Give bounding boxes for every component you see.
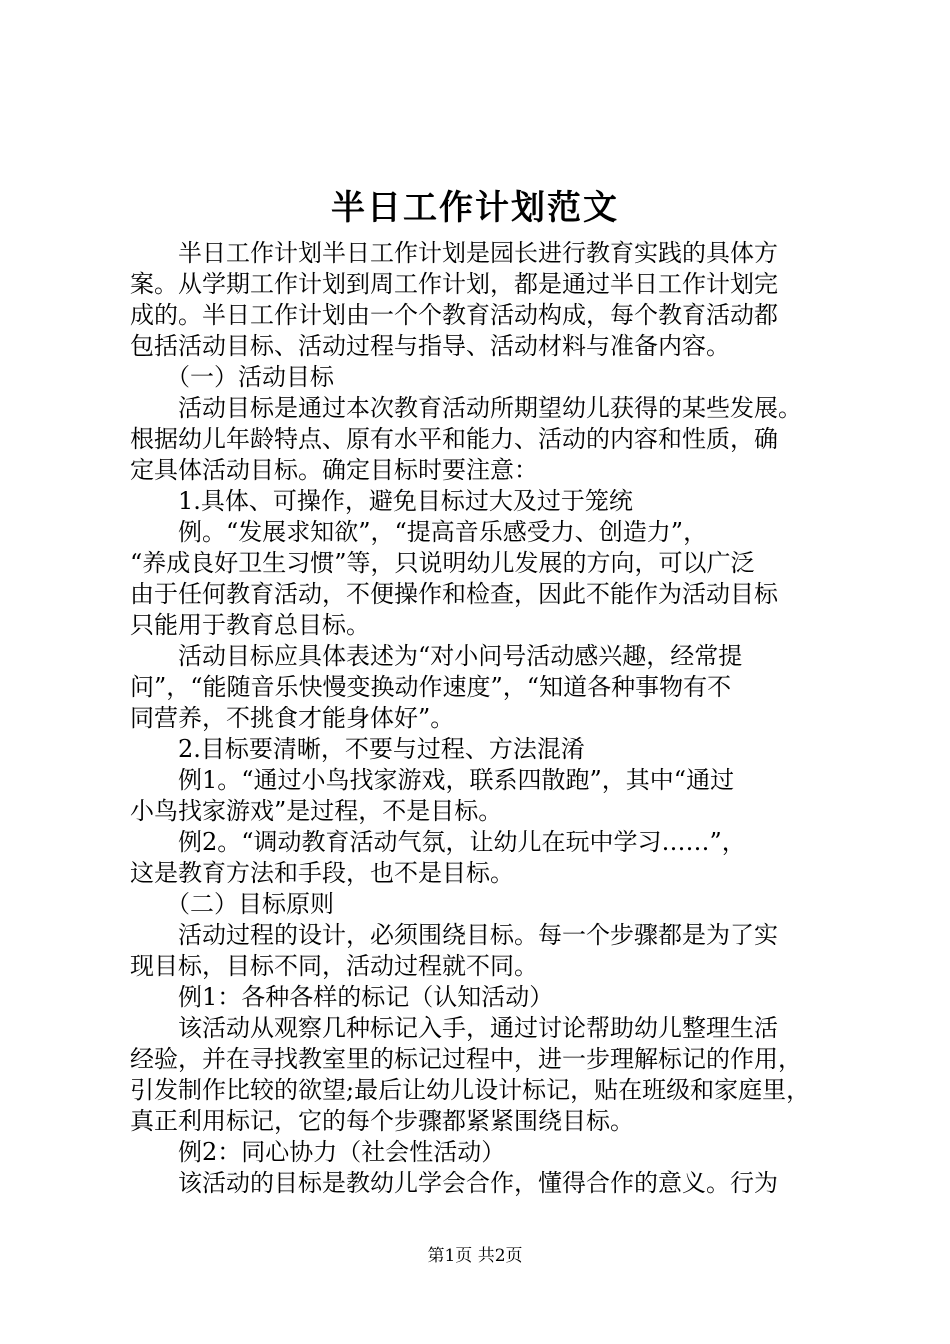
body-line: 成的。半日工作计划由一个个教育活动构成，每个教育活动都: [130, 301, 778, 329]
body-line: 定具体活动目标。确定目标时要注意：: [130, 456, 538, 484]
body-line: 该活动的目标是教幼儿学会合作，懂得合作的意义。行为: [130, 1169, 778, 1197]
body-line: 只能用于教育总目标。: [130, 611, 370, 639]
body-line: 问”，“能随音乐快慢变换动作速度”，“知道各种事物有不: [130, 673, 732, 701]
body-line: 例1：各种各样的标记（认知活动）: [130, 983, 554, 1011]
body-line: 2.目标要清晰，不要与过程、方法混淆: [130, 735, 585, 763]
body-line: 这是教育方法和手段，也不是目标。: [130, 859, 514, 887]
body-line: 案。从学期工作计划到周工作计划，都是通过半日工作计划完: [130, 270, 778, 298]
body-line: 例2。“调动教育活动气氛，让幼儿在玩中学习……”，: [130, 828, 746, 856]
body-line: 现目标，目标不同，活动过程就不同。: [130, 952, 538, 980]
body-line: （二）目标原则: [130, 890, 334, 918]
body-line: （一）活动目标: [130, 363, 334, 391]
body-line: 例。“发展求知欲”，“提高音乐感受力、创造力”，: [130, 518, 708, 546]
body-line: 活动目标应具体表述为“对小问号活动感兴趣，经常提: [130, 642, 743, 670]
body-line: 根据幼儿年龄特点、原有水平和能力、活动的内容和性质，确: [130, 425, 778, 453]
body-line: 小鸟找家游戏”是过程，不是目标。: [130, 797, 503, 825]
body-line: 例2：同心协力（社会性活动）: [130, 1138, 506, 1166]
body-line: 半日工作计划半日工作计划是园长进行教育实践的具体方: [130, 239, 778, 267]
body-line: 1.具体、可操作，避免目标过大及过于笼统: [130, 487, 633, 515]
document-body: [130, 238, 830, 1199]
body-line: 由于任何教育活动，不便操作和检查，因此不能作为活动目标: [130, 580, 778, 608]
page-footer: 第1页 共2页: [427, 1246, 523, 1266]
body-line: “养成良好卫生习惯”等，只说明幼儿发展的方向，可以广泛: [130, 549, 755, 577]
body-line: 同营养，不挑食才能身体好”。: [130, 704, 455, 732]
document-title: 半日工作计划范文: [331, 188, 619, 228]
body-line: 该活动从观察几种标记入手，通过讨论帮助幼儿整理生活: [130, 1014, 778, 1042]
body-line: 例1。“通过小鸟找家游戏，联系四散跑”，其中“通过: [130, 766, 735, 794]
body-line: 经验，并在寻找教室里的标记过程中，进一步理解标记的作用，: [130, 1045, 802, 1073]
body-line: 引发制作比较的欲望;最后让幼儿设计标记，贴在班级和家庭里，: [130, 1076, 811, 1104]
body-line: 活动过程的设计，必须围绕目标。每一个步骤都是为了实: [130, 921, 778, 949]
body-line: 真正利用标记，它的每个步骤都紧紧围绕目标。: [130, 1107, 634, 1135]
body-line: 活动目标是通过本次教育活动所期望幼儿获得的某些发展。: [130, 394, 802, 422]
body-line: 包括活动目标、活动过程与指导、活动材料与准备内容。: [130, 332, 730, 360]
